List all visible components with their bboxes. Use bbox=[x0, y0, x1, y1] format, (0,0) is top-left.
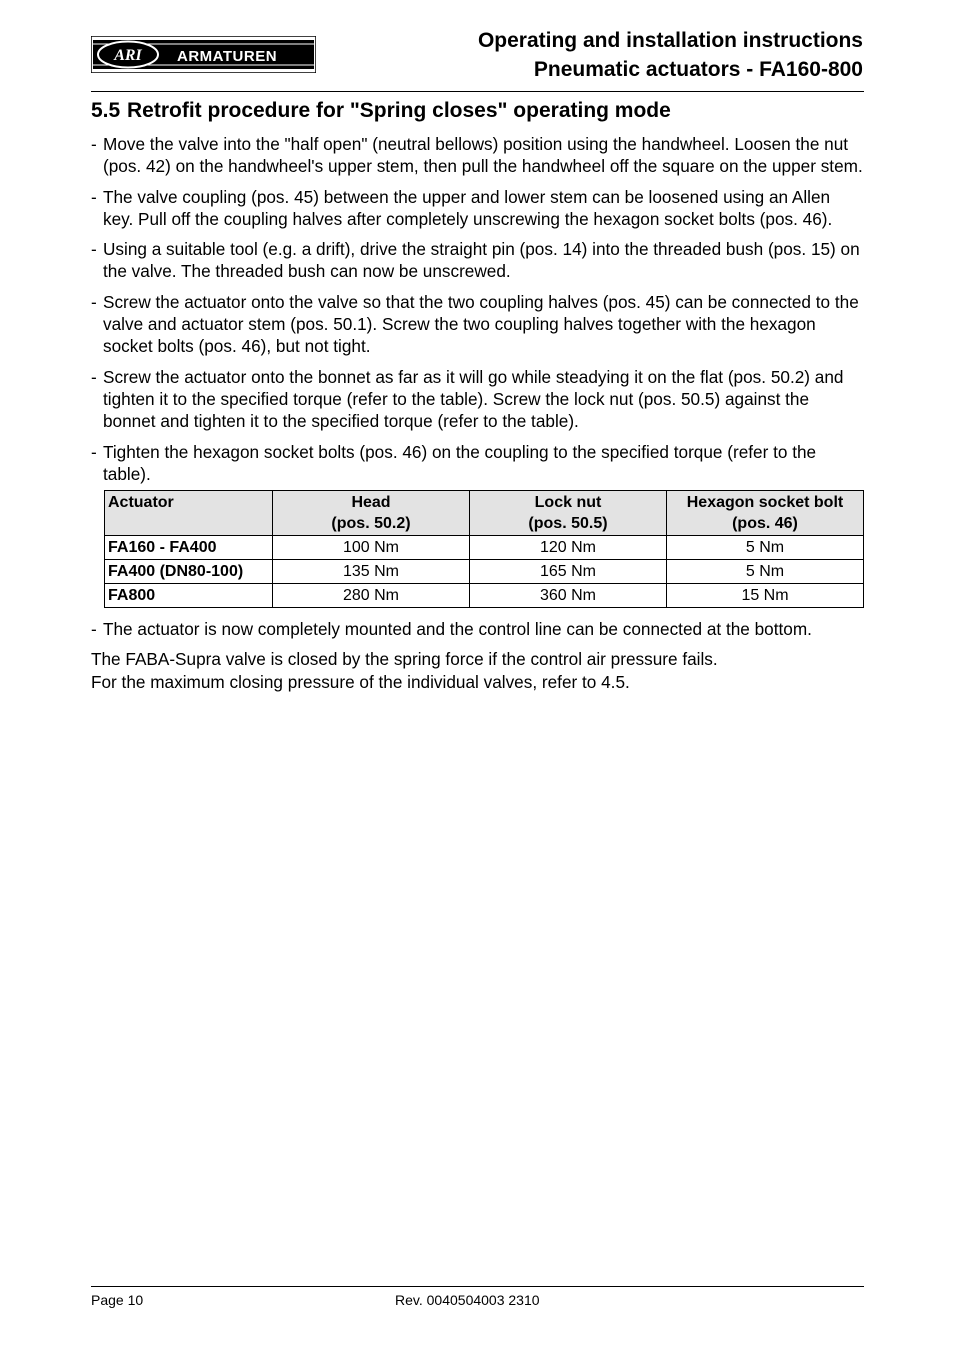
column-header-lock-nut: Lock nut (pos. 50.5) bbox=[470, 491, 667, 536]
table-cell: FA400 (DN80-100) bbox=[105, 560, 273, 584]
table-cell: 360 Nm bbox=[470, 584, 667, 608]
section-number: 5.5 bbox=[91, 99, 121, 122]
step-text: Screw the actuator onto the bonnet as far as it will go while steadying it on the flat (pos. 50.2) and tighten it to the specified torque (refer to the table). Screw the lock nut (pos. 50.5) against the bonnet and tighten it to the specified torque (refer to the table). bbox=[103, 366, 844, 432]
table-cell: 100 Nm bbox=[273, 536, 470, 560]
column-header-actuator: Actuator bbox=[105, 491, 273, 536]
step-item: - Screw the actuator onto the valve so that the two coupling halves (pos. 45) can be connected to the valve and actuator stem (pos. 50.1). Screw the two coupling halves together with the hexagon socket bolts (pos. 46), but not tight. bbox=[91, 291, 864, 358]
revision-number: Rev. 0040504003 2310 bbox=[395, 1292, 540, 1308]
closing-note bbox=[91, 648, 864, 693]
svg-text:ARMATUREN: ARMATUREN bbox=[177, 48, 278, 65]
step-item: - Move the valve into the "half open" (neutral bellows) position using the handwheel. Loosen the nut (pos. 42) on the handwheel's upper stem, then pull the handwheel off the square on the upper stem. bbox=[91, 134, 863, 177]
step-item: - Tighten the hexagon socket bolts (pos. 46) on the coupling to the specified torque (refer to the table). bbox=[91, 441, 864, 486]
step-text: Move the valve into the "half open" (neutral bellows) position using the handwheel. Loosen the nut (pos. 42) on the handwheel's upper stem, then pull the handwheel off the square on the upper stem. bbox=[103, 134, 863, 177]
footer-divider bbox=[91, 1286, 864, 1287]
section-title: Retrofit procedure for "Spring closes" operating mode bbox=[127, 99, 671, 122]
closing-line-1: The FABA-Supra valve is closed by the spring force if the control air pressure fails. bbox=[91, 649, 718, 670]
step-text: Using a suitable tool (e.g. a drift), drive the straight pin (pos. 14) into the threaded bush (pos. 15) on the valve. The threaded bush can now be unscrewed. bbox=[103, 239, 860, 282]
table-header-row bbox=[105, 491, 864, 536]
table-cell: 5 Nm bbox=[667, 560, 864, 584]
column-header-head: Head (pos. 50.2) bbox=[273, 491, 470, 536]
table-cell: 135 Nm bbox=[273, 560, 470, 584]
torque-table bbox=[104, 490, 864, 608]
column-header-hexagon-bolt: Hexagon socket bolt (pos. 46) bbox=[667, 491, 864, 536]
table-cell: FA160 - FA400 bbox=[105, 536, 273, 560]
table-cell: FA800 bbox=[105, 584, 273, 608]
ari-armaturen-logo bbox=[91, 36, 316, 73]
closing-line-2: For the maximum closing pressure of the individual valves, refer to 4.5. bbox=[91, 671, 630, 692]
step-item: - The valve coupling (pos. 45) between the upper and lower stem can be loosened using an Allen key. Pull off the coupling halves after completely unscrewing the hexagon socket bolts (pos. 46). bbox=[91, 186, 864, 231]
section-heading bbox=[91, 98, 671, 124]
step-item: - The actuator is now completely mounted and the control line can be connected at the bottom. bbox=[91, 618, 864, 640]
table-cell: 120 Nm bbox=[470, 536, 667, 560]
table-cell: 15 Nm bbox=[667, 584, 864, 608]
step-item: - Screw the actuator onto the bonnet as far as it will go while steadying it on the flat (pos. 50.2) and tighten it to the specified torque (refer to the table). Screw the lock nut (pos. 50.5) against the bonnet and tighten it to the specified torque (refer to the table). bbox=[91, 366, 864, 433]
title-line-1: Operating and installation instructions bbox=[477, 29, 863, 52]
step-text: Screw the actuator onto the valve so that the two coupling halves (pos. 45) can be connected to the valve and actuator stem (pos. 50.1). Screw the two coupling halves together with the hexagon socket bolts (pos. 46), but not tight. bbox=[103, 291, 859, 357]
step-text: The actuator is now completely mounted and the control line can be connected at the bottom. bbox=[103, 619, 812, 640]
table-row bbox=[105, 560, 864, 584]
table-cell: 5 Nm bbox=[667, 536, 864, 560]
step-item: - Using a suitable tool (e.g. a drift), drive the straight pin (pos. 14) into the threaded bush (pos. 15) on the valve. The threaded bush can now be unscrewed. bbox=[91, 238, 864, 283]
table-row bbox=[105, 536, 864, 560]
step-text: Tighten the hexagon socket bolts (pos. 46) on the coupling to the specified torque (refer to the table). bbox=[103, 441, 817, 484]
document-title bbox=[478, 26, 863, 84]
table-cell: 165 Nm bbox=[470, 560, 667, 584]
title-line-2: Pneumatic actuators - FA160-800 bbox=[533, 58, 863, 81]
table-cell: 280 Nm bbox=[273, 584, 470, 608]
table-row bbox=[105, 584, 864, 608]
svg-text:ARI: ARI bbox=[114, 47, 142, 64]
page-number: Page 10 bbox=[91, 1292, 144, 1308]
main-content bbox=[91, 133, 864, 693]
header-divider bbox=[91, 91, 864, 92]
step-text: The valve coupling (pos. 45) between the upper and lower stem can be loosened using an Allen key. Pull off the coupling halves after completely unscrewing the hexagon socket bolts (pos. 46). bbox=[103, 186, 833, 229]
